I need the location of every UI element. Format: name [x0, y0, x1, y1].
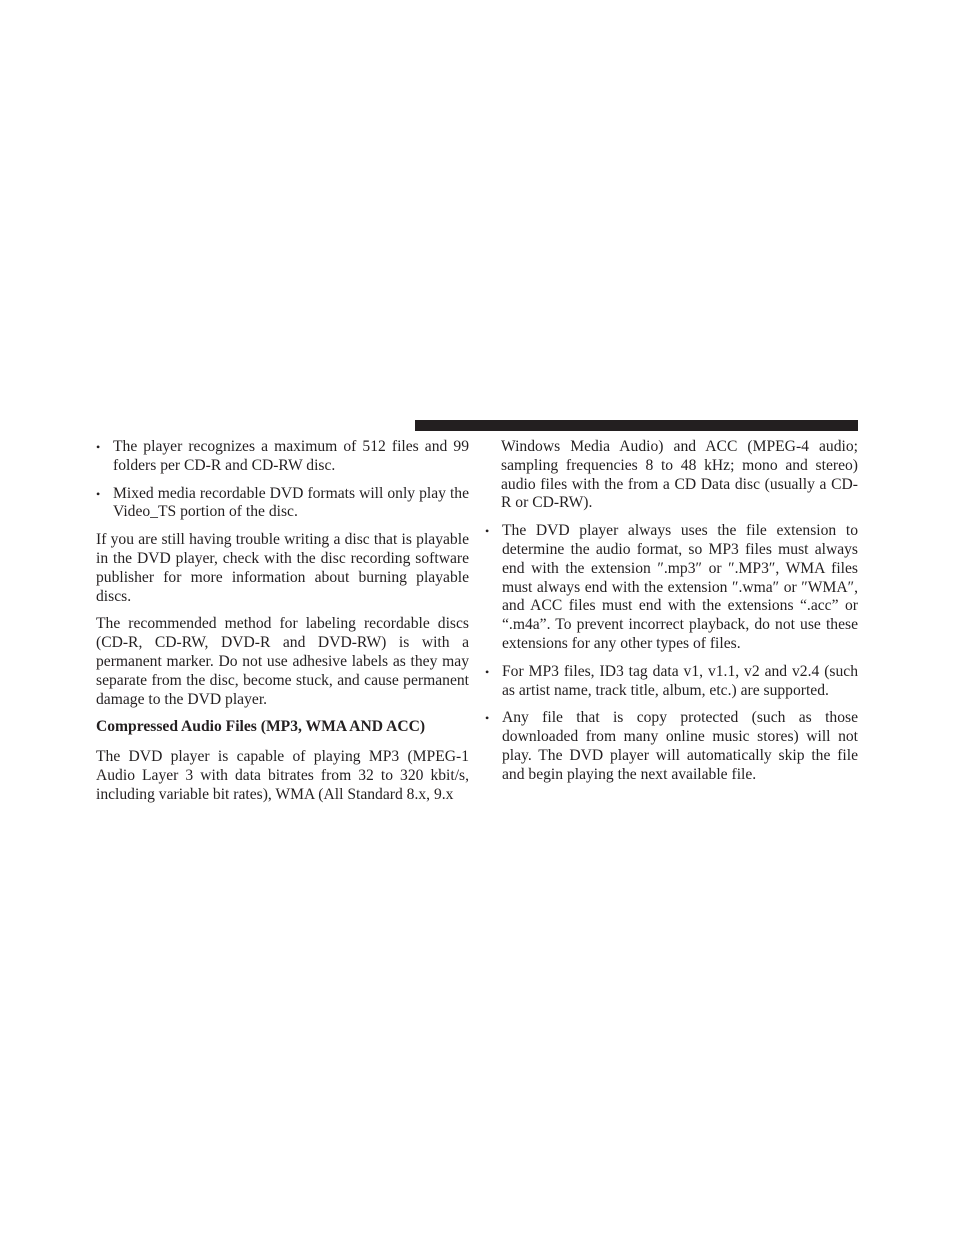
list-item [485, 522, 858, 654]
section-header-bar [415, 420, 858, 431]
paragraph-compressed-audio: The DVD player is capable of playing MP3 (MPEG-1 Audio Layer 3 with data bitrates from 32 to 320 kbit/s, including variable bit rates), WMA (All Standard 8.x, 9.x [96, 748, 469, 803]
paragraph-labeling-discs: The recommended method for labeling recordable discs (CD-R, CD-RW, DVD-R and DVD-RW) is with a permanent marker. Do not use adhesive labels as they may separate from the disc, become stuck, and cause permanent damage to the DVD player. [96, 615, 469, 708]
list-item [485, 709, 858, 784]
paragraph-compressed-audio-continued: Windows Media Audio) and ACC (MPEG-4 audio; sampling frequencies 8 to 48 kHz; mono and stereo) audio files with the from a CD Data disc (usually a CD-R or CD-RW). [501, 438, 858, 512]
right-column [501, 438, 858, 794]
list-item [485, 663, 858, 701]
left-column [96, 438, 469, 814]
list-item-text: • For MP3 files, ID3 tag data v1, v1.1, v2 and v2.4 (such as artist name, track title, album, etc.) are supported. [502, 662, 858, 699]
list-item [96, 485, 469, 523]
list-item-text: • Any file that is copy protected (such as those downloaded from many online music stores) will not play. The DVD player will automatically skip the file and begin playing the next available file. [502, 709, 858, 783]
list-item [96, 438, 469, 476]
list-item-text: • Mixed media recordable DVD formats will only play the Video_TS portion of the disc. [113, 484, 469, 521]
list-item-text: • The DVD player always uses the file extension to determine the audio format, so MP3 files must always end with the extension ″.mp3″ or ″.MP3″, WMA files must always end with the extension ″.wma″ or ″WMA″, and ACC files must end with the extensions “.acc” or “.m4a”. To prevent incorrect playback, do not use these extensions for any other types of files. [502, 522, 858, 652]
list-item-text: • The player recognizes a maximum of 512 files and 99 folders per CD-R and CD-RW disc. [113, 438, 469, 474]
section-heading: Compressed Audio Files (MP3, WMA AND ACC) [96, 718, 426, 736]
paragraph-writing-trouble: If you are still having trouble writing a disc that is playable in the DVD player, check with the disc recording software publisher for more information about burning playable discs. [96, 531, 469, 605]
